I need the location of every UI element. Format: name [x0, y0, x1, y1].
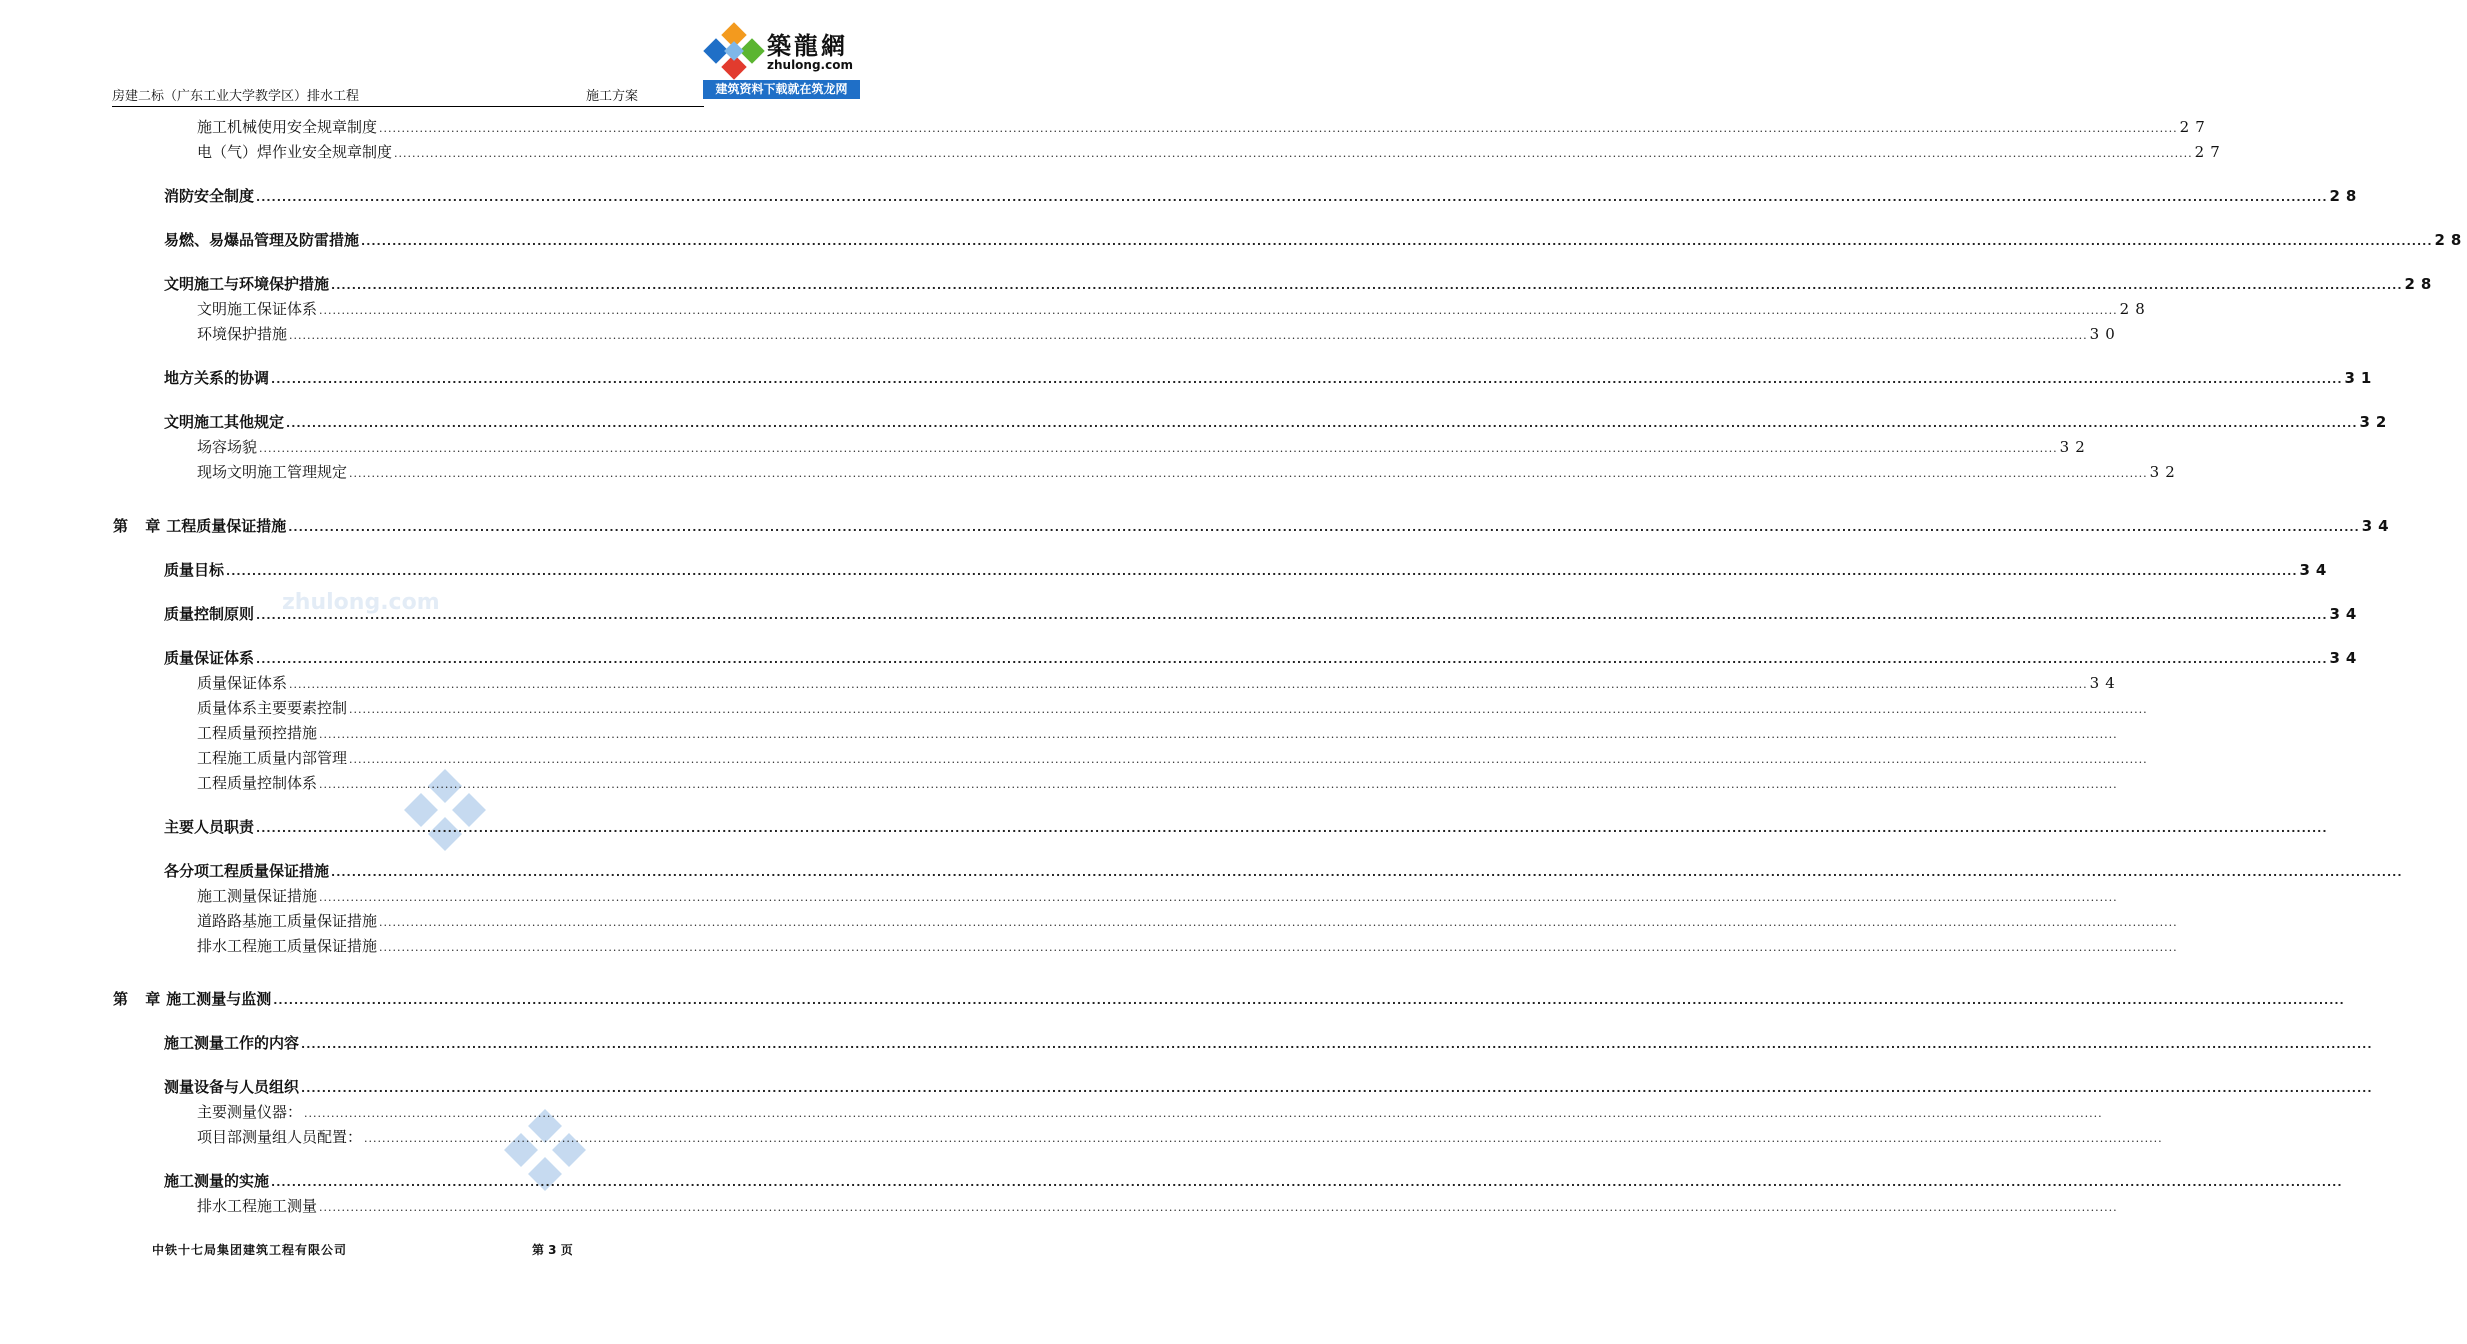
toc-entry-title: 质量体系主要要素控制 — [197, 699, 348, 717]
toc-entry-title: 质量保证体系 — [164, 649, 255, 667]
toc-leader: ................................................................................................................................................................................................................................................................................................................................................................................................................ — [319, 778, 2118, 791]
logo-name: 築龍網 — [767, 32, 848, 60]
toc-entry-page: 34 — [2361, 517, 2395, 535]
toc-entry[interactable] — [197, 462, 2181, 482]
toc-section[interactable] — [164, 412, 2393, 432]
toc-entry-title: 主要人员职责 — [164, 818, 255, 836]
header-doc-type: 施工方案 — [586, 89, 639, 104]
toc-leader: ................................................................................................................................................................................................................................................................................................................................................................................................................ — [256, 191, 2328, 204]
toc-leader: ................................................................................................................................................................................................................................................................................................................................................................................................................ — [288, 521, 2360, 534]
toc-leader: ................................................................................................................................................................................................................................................................................................................................................................................................................ — [226, 565, 2298, 578]
toc-entry[interactable] — [197, 673, 2121, 693]
toc-entry[interactable] — [197, 723, 2118, 743]
toc-entry-title: 排水工程施工质量保证措施 — [197, 937, 378, 955]
toc-section[interactable] — [164, 1033, 2373, 1053]
toc-entry-title: 工程质量控制体系 — [197, 774, 318, 792]
toc-leader: ................................................................................................................................................................................................................................................................................................................................................................................................................ — [273, 994, 2345, 1007]
toc-section[interactable] — [164, 368, 2378, 388]
toc-entry[interactable] — [197, 117, 2211, 137]
toc-chapter[interactable] — [113, 516, 2395, 536]
toc-chapter[interactable] — [113, 989, 2345, 1009]
toc-entry[interactable] — [197, 1127, 2163, 1147]
toc-leader: ................................................................................................................................................................................................................................................................................................................................................................................................................ — [259, 442, 2058, 455]
toc-leader: ................................................................................................................................................................................................................................................................................................................................................................................................................ — [319, 304, 2118, 317]
toc-entry-title: 工程质量保证措施 — [166, 517, 287, 535]
toc-entry[interactable] — [197, 886, 2118, 906]
toc-entry[interactable] — [197, 748, 2148, 768]
toc-leader: ................................................................................................................................................................................................................................................................................................................................................................................................................ — [349, 753, 2148, 766]
toc-leader: ................................................................................................................................................................................................................................................................................................................................................................................................................ — [361, 235, 2433, 248]
toc-entry[interactable] — [197, 936, 2178, 956]
toc-section[interactable] — [164, 1171, 2343, 1191]
toc-leader: ................................................................................................................................................................................................................................................................................................................................................................................................................ — [271, 373, 2343, 386]
toc-section[interactable] — [164, 186, 2363, 206]
toc-entry-page: 30 — [2089, 325, 2121, 343]
toc-chapter-number: 第 章 — [113, 517, 167, 535]
toc-entry-title: 主要测量仪器： — [197, 1103, 303, 1121]
toc-leader: ................................................................................................................................................................................................................................................................................................................................................................................................................ — [301, 1082, 2373, 1095]
toc-entry-page: 27 — [2194, 143, 2226, 161]
logo-slogan: 建筑资料下载就在筑龙网 — [703, 80, 860, 99]
toc-entry-page: 31 — [2344, 369, 2378, 387]
toc-entry-title: 易燃、易爆品管理及防雷措施 — [164, 231, 360, 249]
toc-section[interactable] — [164, 648, 2363, 668]
toc-entry-title: 文明施工其他规定 — [164, 413, 285, 431]
toc-entry-title: 排水工程施工测量 — [197, 1197, 318, 1215]
toc-entry-title: 施工机械使用安全规章制度 — [197, 118, 378, 136]
toc-leader: ................................................................................................................................................................................................................................................................................................................................................................................................................ — [319, 891, 2118, 904]
toc-entry[interactable] — [197, 698, 2148, 718]
toc-entry[interactable] — [197, 324, 2121, 344]
toc-entry-page: 34 — [2329, 649, 2363, 667]
toc-entry-title: 消防安全制度 — [164, 187, 255, 205]
toc-leader: ................................................................................................................................................................................................................................................................................................................................................................................................................ — [286, 417, 2358, 430]
toc-leader: ................................................................................................................................................................................................................................................................................................................................................................................................................ — [256, 609, 2328, 622]
toc-entry-title: 各分项工程质量保证措施 — [164, 862, 330, 880]
toc-section[interactable] — [164, 274, 2438, 294]
toc-leader: ................................................................................................................................................................................................................................................................................................................................................................................................................ — [379, 122, 2178, 135]
toc-entry-title: 质量目标 — [164, 561, 225, 579]
toc-entry-title: 文明施工与环境保护措施 — [164, 275, 330, 293]
toc-entry-page: 28 — [2329, 187, 2363, 205]
toc-entry-page: 28 — [2119, 300, 2151, 318]
toc-leader: ................................................................................................................................................................................................................................................................................................................................................................................................................ — [319, 1201, 2118, 1214]
toc-entry-title: 工程质量预控措施 — [197, 724, 318, 742]
toc-leader: ................................................................................................................................................................................................................................................................................................................................................................................................................ — [331, 866, 2403, 879]
toc-entry[interactable] — [197, 773, 2118, 793]
toc-entry[interactable] — [197, 1102, 2103, 1122]
toc-entry-page: 32 — [2359, 413, 2393, 431]
toc-entry-title: 项目部测量组人员配置： — [197, 1128, 363, 1146]
toc-entry[interactable] — [197, 299, 2151, 319]
toc-entry-page: 34 — [2329, 605, 2363, 623]
toc-leader: ................................................................................................................................................................................................................................................................................................................................................................................................................ — [364, 1132, 2163, 1145]
toc-entry-title: 施工测量保证措施 — [197, 887, 318, 905]
toc-leader: ................................................................................................................................................................................................................................................................................................................................................................................................................ — [289, 678, 2088, 691]
toc-entry-title: 施工测量工作的内容 — [164, 1034, 300, 1052]
toc-section[interactable] — [164, 604, 2363, 624]
toc-section[interactable] — [164, 817, 2328, 837]
toc-entry-title: 施工测量与监测 — [166, 990, 272, 1008]
footer-company: 中铁十七局集团建筑工程有限公司 — [152, 1243, 348, 1257]
toc-entry-title: 工程施工质量内部管理 — [197, 749, 348, 767]
header-project: 房建二标（广东工业大学教学区）排水工程 — [112, 89, 360, 104]
toc-leader: ................................................................................................................................................................................................................................................................................................................................................................................................................ — [304, 1107, 2103, 1120]
page-footer — [152, 1241, 652, 1257]
toc-entry[interactable] — [197, 142, 2226, 162]
footer-page-number: 第 3 页 — [532, 1243, 573, 1257]
toc-entry-title: 现场文明施工管理规定 — [197, 463, 348, 481]
toc-entry-title: 测量设备与人员组织 — [164, 1078, 300, 1096]
toc-section[interactable] — [164, 861, 2403, 881]
toc-entry-page: 28 — [2404, 275, 2438, 293]
toc-leader: ................................................................................................................................................................................................................................................................................................................................................................................................................ — [301, 1038, 2373, 1051]
toc-entry[interactable] — [197, 911, 2178, 931]
toc-entry-title: 道路路基施工质量保证措施 — [197, 912, 378, 930]
toc-entry-page: 34 — [2299, 561, 2333, 579]
toc-entry-title: 施工测量的实施 — [164, 1172, 270, 1190]
toc-chapter-number: 第 章 — [113, 990, 167, 1008]
toc-entry-page: 27 — [2179, 118, 2211, 136]
toc-entry-page: 32 — [2059, 438, 2091, 456]
toc-entry-page: 32 — [2149, 463, 2181, 481]
toc-entry[interactable] — [197, 437, 2091, 457]
toc-leader: ................................................................................................................................................................................................................................................................................................................................................................................................................ — [379, 941, 2178, 954]
toc-section[interactable] — [164, 1077, 2373, 1097]
toc-leader: ................................................................................................................................................................................................................................................................................................................................................................................................................ — [256, 653, 2328, 666]
toc-leader: ................................................................................................................................................................................................................................................................................................................................................................................................................ — [256, 822, 2328, 835]
logo-site: zhulong.com — [767, 58, 853, 72]
toc-entry-title: 质量控制原则 — [164, 605, 255, 623]
toc-entry-title: 电（气）焊作业安全规章制度 — [197, 143, 393, 161]
toc-leader: ................................................................................................................................................................................................................................................................................................................................................................................................................ — [349, 467, 2148, 480]
toc-entry[interactable] — [197, 1196, 2118, 1216]
toc-section[interactable] — [164, 560, 2333, 580]
toc-entry-page: 34 — [2089, 674, 2121, 692]
toc-leader: ................................................................................................................................................................................................................................................................................................................................................................................................................ — [331, 279, 2403, 292]
toc-entry-title: 场容场貌 — [197, 438, 258, 456]
toc-entry-title: 地方关系的协调 — [164, 369, 270, 387]
toc-leader: ................................................................................................................................................................................................................................................................................................................................................................................................................ — [349, 703, 2148, 716]
toc-entry-title: 文明施工保证体系 — [197, 300, 318, 318]
toc-leader: ................................................................................................................................................................................................................................................................................................................................................................................................................ — [319, 728, 2118, 741]
watermark-text: zhulong.com — [282, 590, 440, 615]
toc-leader: ................................................................................................................................................................................................................................................................................................................................................................................................................ — [379, 916, 2178, 929]
toc-leader: ................................................................................................................................................................................................................................................................................................................................................................................................................ — [394, 147, 2193, 160]
toc-leader: ................................................................................................................................................................................................................................................................................................................................................................................................................ — [271, 1176, 2343, 1189]
toc-entry-title: 环境保护措施 — [197, 325, 288, 343]
toc-entry-page: 28 — [2434, 231, 2467, 249]
toc-leader: ................................................................................................................................................................................................................................................................................................................................................................................................................ — [289, 329, 2088, 342]
toc-entry-title: 质量保证体系 — [197, 674, 288, 692]
toc-section[interactable] — [164, 230, 2467, 250]
